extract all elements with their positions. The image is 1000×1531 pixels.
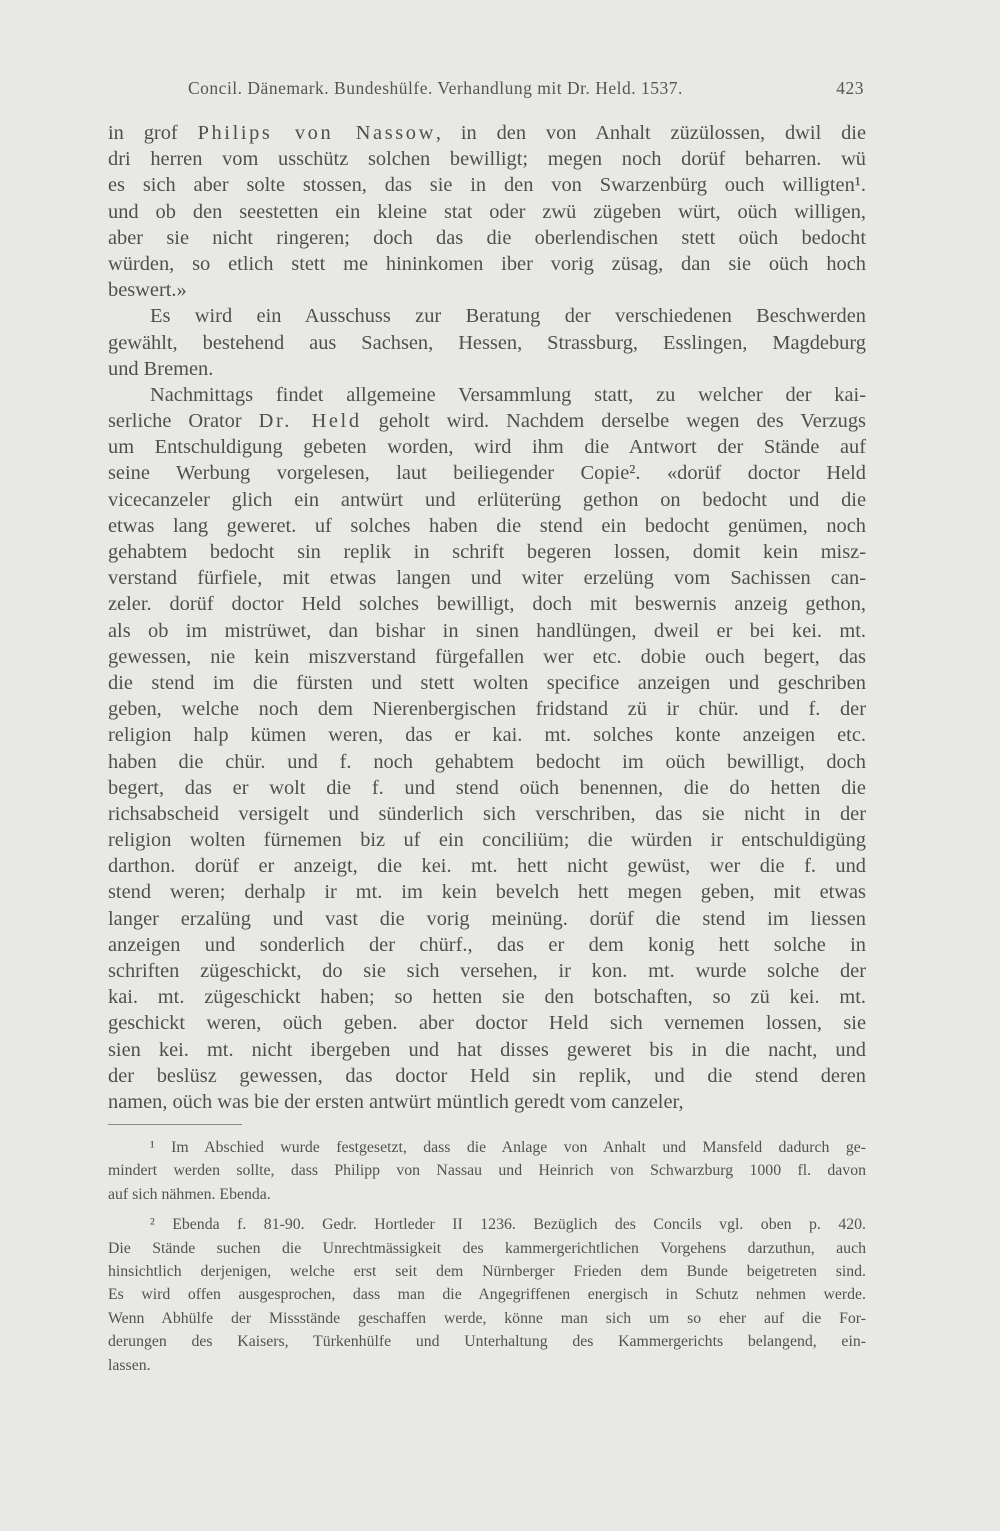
body-text: Nachmittags findet allgemeine Versammlung statt, zu welcher der kai- [150,383,866,406]
body-line [108,906,866,932]
body-line [108,591,866,617]
body-text: und Bremen. [108,357,214,380]
body-text: vicecanzeler glich ein antwürt und erlüterüng gethon on bedocht und die [108,488,866,511]
body-text: dri herren vom usschütz solchen bewilligt; megen noch dorüf beharren. wü [108,148,866,171]
body-line [108,1063,866,1089]
body-text: gehabtem bedocht sin replik in schrift begeren lossen, domit kein misz- [108,541,866,563]
body-text: es sich aber solte stossen, das sie in den von Swarzenbürg ouch willigten¹. [108,174,866,197]
body-text: seine Werbung vorgelesen, laut beiliegender Copie². «dorüf doctor Held [108,462,866,485]
body-line [108,827,866,853]
body-text: serliche Orator [108,410,259,433]
body-text: religion halp kümen weren, das er kai. mt. solches konte anzeigen etc. [108,724,866,747]
body-line [108,853,866,879]
body-text: namen, oüch was bie der ersten antwürt müntlich geredt vom canzeler, [108,1090,684,1113]
body-text: religion wolten fürnemen biz uf ein conciliüm; die würden ir entschuldigüng [108,829,866,852]
body-text: in grof [108,122,198,144]
footnote-text: auf sich nähmen. Ebenda. [108,1185,271,1203]
body-text: kai. mt. zügeschickt haben; so hetten sie den botschaften, so zü kei. mt. [108,986,866,1009]
body-line [108,382,866,408]
body-line [108,199,866,225]
running-title: Concil. Dänemark. Bundeshülfe. Verhandlung mit Dr. Held. 1537. [188,78,683,98]
footnote-line [108,1159,866,1182]
body-line [108,801,866,827]
body-text: langer erzalüng und vast die vorig meinüng. dorüf die stend im liessen [108,907,866,930]
body-text: schriften zügeschickt, do sie sich versehen, ir kon. mt. wurde solche der [108,960,866,982]
body-line [108,618,866,644]
body-line [108,749,866,775]
footnote-text: Die Stände suchen die Unrechtmässigkeit des kammergerichtlichen Vorgehens darzuthun, auch [108,1239,866,1257]
footnote-text: mindert werden sollte, dass Philipp von Nassau und Heinrich von Schwarzburg 1000 fl. davon [108,1162,866,1180]
footnote-line [108,1354,866,1377]
body-line [108,722,866,748]
body-line [108,565,866,591]
page-number: 423 [836,78,864,98]
body-spaced-name: Philips von Nassow [197,122,436,144]
body-line [108,644,866,670]
body-line [108,539,866,565]
body-line [108,251,866,277]
footnote-text: Wenn Abhülfe der Missstände geschaffen werde, könne man sich um so eher auf die For- [108,1309,866,1327]
body-line [108,356,866,382]
body-line [108,984,866,1010]
footnote-text: Es wird offen ausgesprochen, dass man die Angegriffenen energisch in Schutz nehmen werde. [108,1286,866,1304]
footnote-text: hinsichtlich derjenigen, welche erst seit dem Nürnberger Frieden dem Bunde beigetreten sind. [108,1262,866,1280]
body-text: begert, das er wolt die f. und stend oüch benennen, die do hetten die [108,776,866,799]
body-line [108,225,866,251]
footnote-line [108,1136,866,1159]
footnote-line [108,1283,866,1306]
footnote-line [108,1330,866,1353]
body-text: um Entschuldigung gebeten worden, wird ihm die Antwort der Stände auf [108,436,866,459]
body-text: würden, so etlich stett me hininkomen iber vorig züsag, dan sie oüch hoch [108,252,866,275]
body-line [108,1037,866,1063]
body-line [108,670,866,696]
body-text: als ob im mistrüwet, dan bishar in sinen handlüngen, dweil er bei kei. mt. [108,619,866,642]
body-line [108,330,866,356]
body-line [108,172,866,198]
body-line [108,146,866,172]
running-header [188,78,864,106]
body-text: die stend im die fürsten und stett wolten specifice anzeigen und geschriben [108,671,866,694]
body-spaced-name: Dr. Held [258,410,362,433]
body-line [108,1089,866,1115]
footnote-line [108,1307,866,1330]
body-line [108,277,866,303]
body-text: richsabscheid versigelt und sünderlich sich verschriben, das sie nicht in der [108,802,866,825]
body-text: Es wird ein Ausschuss zur Beratung der verschiedenen Beschwerden [150,305,866,328]
body-text: aber sie nicht ringeren; doch das die oberlendischen stett oüch bedocht [108,226,866,249]
body-text: gewählt, bestehend aus Sachsen, Hessen, Strassburg, Esslingen, Magdeburg [108,331,866,354]
body-text: geholt wird. Nachdem derselbe wegen des Verzugs [361,410,866,433]
body-line [108,775,866,801]
body-line [108,958,866,984]
body-line [108,513,866,539]
body-text: haben die chür. und f. noch gehabtem bedocht im oüch bewilligt, doch [108,750,866,773]
body-text: etwas lang geweret. uf solches haben die stend ein bedocht genümen, noch [108,514,866,537]
body-text: stend weren; derhalp ir mt. im kein bevelch hett megen geben, mit etwas [108,881,866,904]
footnote-text: derungen des Kaisers, Türkenhülfe und Unterhaltung des Kammergerichts belangend, ein- [108,1333,866,1351]
body-line [108,932,866,958]
body-text: geben, welche noch dem Nierenbergischen fridstand zü ir chür. und f. der [108,698,866,721]
footnote-gap [108,1206,866,1213]
body-line [108,408,866,434]
footnote-rule [108,1124,242,1125]
footnote-text: ¹ Im Abschied wurde festgesetzt, dass die Anlage von Anhalt und Mansfeld dadurch ge- [150,1139,866,1156]
body-text: und ob den seestetten ein kleine stat oder zwü zügeben würt, oüch willigen, [108,200,866,223]
body-text: beswert.» [108,279,187,302]
main-text [108,120,866,1115]
body-text: darthon. dorüf er anzeigt, die kei. mt. hett nicht gewüst, wer die f. und [108,855,866,878]
body-text: sien kei. mt. nicht ibergeben und hat disses geweret bis in die nacht, und [108,1038,866,1061]
body-line [108,696,866,722]
body-line [108,1010,866,1036]
footnote-line [108,1237,866,1260]
footnote-line [108,1213,866,1236]
body-text: der beslüsz gewessen, das doctor Held sin replik, und die stend deren [108,1064,866,1087]
body-line [108,434,866,460]
footnotes [108,1136,866,1377]
body-line [108,487,866,513]
body-text: geschickt weren, oüch geben. aber doctor Held sich vernemen lossen, sie [108,1012,866,1035]
footnote-line [108,1183,866,1206]
footnote-text: lassen. [108,1356,151,1374]
body-text: anzeigen und sonderlich der chürf., das er dem konig hett solche in [108,933,866,956]
body-line [108,879,866,905]
body-text: zeler. dorüf doctor Held solches bewilligt, doch mit beswernis anzeig gethon, [108,593,866,616]
body-text: verstand fürfiele, mit etwas langen und witer erzelüng vom Sachissen can- [108,567,866,590]
footnote-text: ² Ebenda f. 81-90. Gedr. Hortleder II 1236. Bezüglich des Concils vgl. oben p. 420. [150,1216,866,1234]
body-text: gewessen, nie kein miszverstand fürgefallen wer etc. dobie ouch begert, das [108,645,866,668]
footnote-line [108,1260,866,1283]
body-text: , in den von Anhalt züzülossen, dwil die [435,122,867,144]
body-line [108,460,866,486]
body-line [108,120,866,146]
body-line [108,303,866,329]
